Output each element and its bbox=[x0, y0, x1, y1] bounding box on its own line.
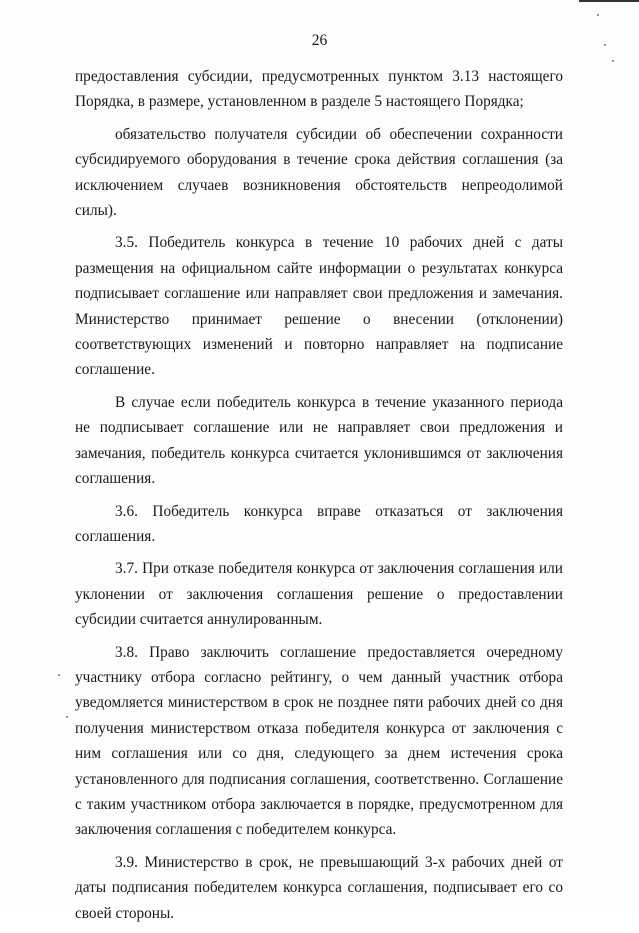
paragraph-conditions-continued: предоставления субсидии, предусмотренных пунктом 3.13 настоящего Порядка, в размере, установленном в разделе 5 настоящего Порядка; bbox=[75, 68, 563, 111]
paragraph-3-5: 3.5. Победитель конкурса в течение 10 рабочих дней с даты размещения на официальном сайте информации о результатах конкурса подписывает соглашение или направляет свои предложения и замечания. Министерство принимает решение о внесении (отклонении) соответствующих изменений и повторно направляет на подписание соглашение. bbox=[75, 234, 563, 379]
document-body bbox=[75, 64, 563, 933]
paragraph-evasion: В случае если победитель конкурса в течение указанного периода не подписывает соглашение или не направляет свои предложения и замечания, победитель конкурса считается уклонившимся от заключения соглашения. bbox=[75, 393, 563, 488]
scan-artifact-dot bbox=[612, 60, 614, 62]
scan-artifact-dot bbox=[597, 14, 599, 16]
paragraph-3-6: 3.6. Победитель конкурса вправе отказаться от заключения соглашения. bbox=[75, 502, 563, 545]
paragraph-obligation-equipment: обязательство получателя субсидии об обеспечении сохранности субсидируемого оборудования в течение срока действия соглашения (за исключением случаев возникновения обстоятельств непреодолимой силы). bbox=[75, 125, 563, 220]
scan-artifact-dot bbox=[66, 716, 68, 718]
page-number: 26 bbox=[311, 32, 328, 49]
paragraph-3-9: 3.9. Министерство в срок, не превышающий 3-х рабочих дней от даты подписания победителем конкурса соглашения, подписывает его со своей стороны. bbox=[75, 853, 563, 922]
paragraph-3-8: 3.8. Право заключить соглашение предоставляется очередному участнику отбора согласно рейтингу, о чем данный участник отбора уведомляется министерством в срок не позднее пяти рабочих дней со дня получения министерством отказа победителя конкурса от заключения с ним соглашения или со дня, следующего за днем истечения срока установленного для подписания соглашения, соответственно. Соглашение с таким участником отбора заключается в порядке, предусмотренном для заключения соглашения с победителем конкурса. bbox=[75, 643, 563, 839]
scan-artifact-dot bbox=[58, 674, 60, 676]
paragraph-3-7: 3.7. При отказе победителя конкурса от заключения соглашения или уклонении от заключения соглашения решение о предоставлении субсидии считается аннулированным. bbox=[75, 560, 563, 629]
scan-artifact-line bbox=[579, 0, 639, 2]
